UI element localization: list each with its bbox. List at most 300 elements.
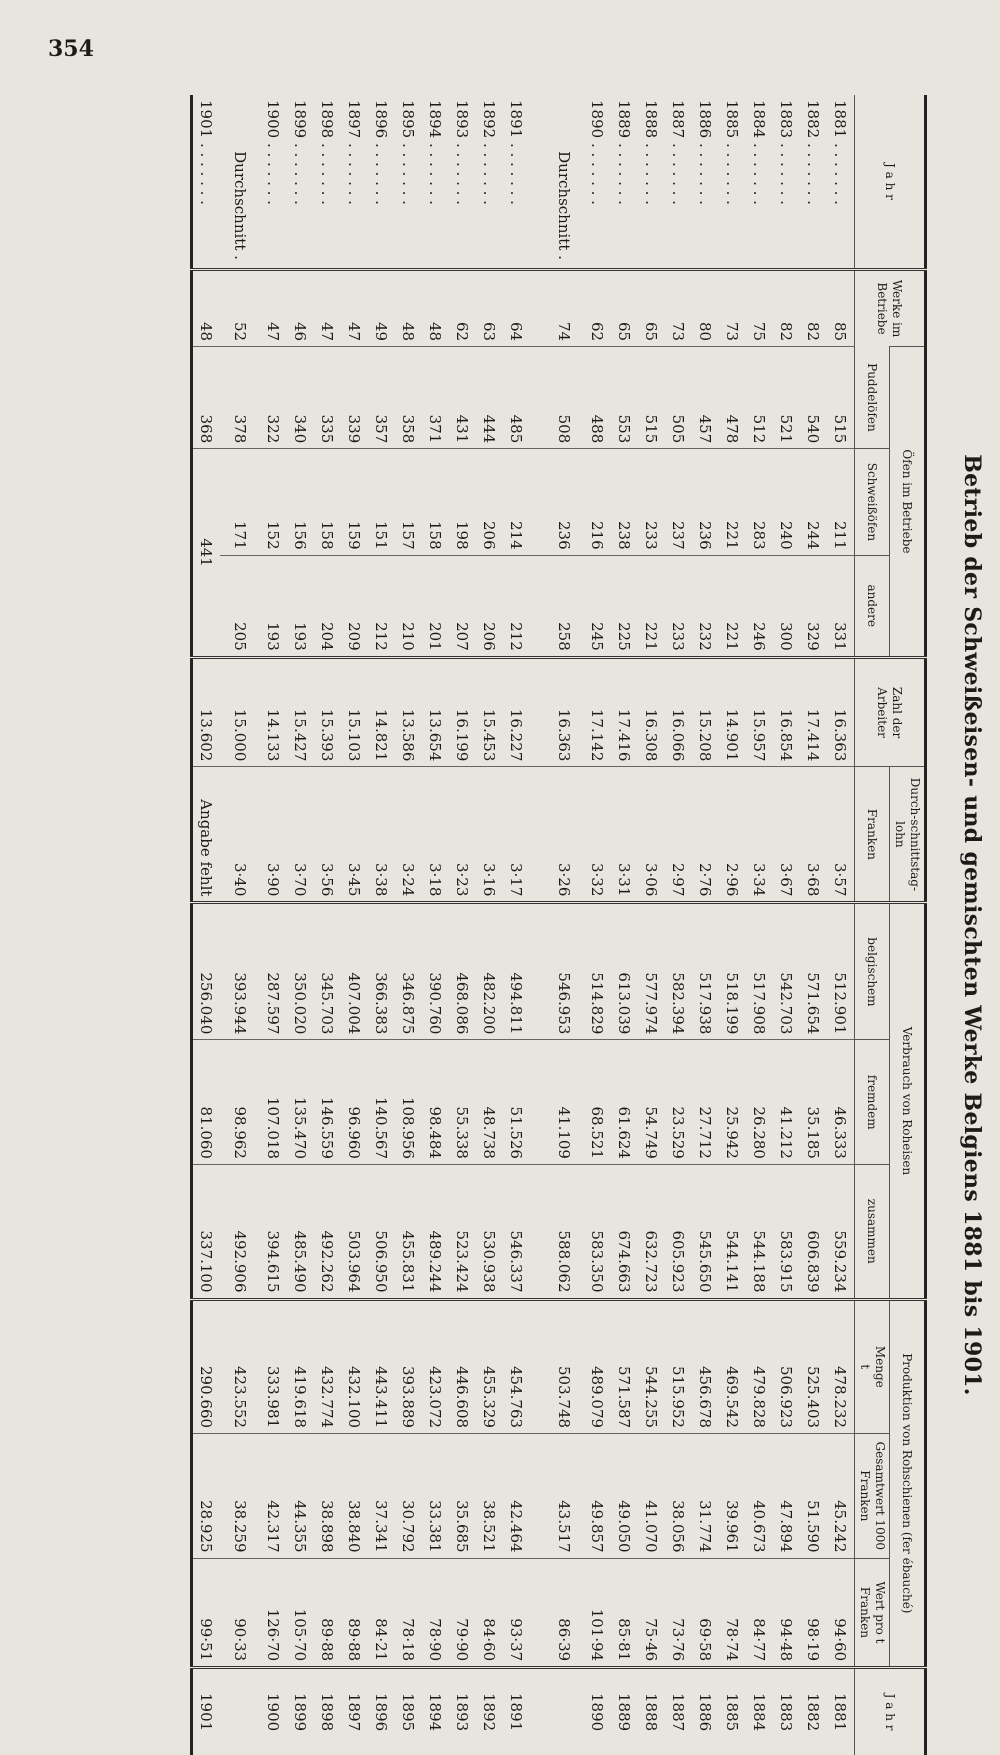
table-cell: 38.259: [220, 1434, 260, 1559]
table-cell: 515: [827, 347, 855, 449]
row-year-right: 1893: [449, 1668, 476, 1755]
table-cell: 339: [341, 347, 368, 449]
table-cell: 3·68: [800, 767, 827, 903]
table-cell: 2·96: [719, 767, 746, 903]
rotated-table-block: [85, 95, 985, 1755]
table-cell: 236: [692, 449, 719, 555]
table-cell: 26.280: [746, 1040, 773, 1165]
table-cell: 210: [395, 555, 422, 657]
table-cell: 158: [314, 449, 341, 555]
table-cell: 16.066: [665, 657, 692, 767]
table-cell: 46.333: [827, 1040, 855, 1165]
row-label: Durchschnitt .: [555, 151, 573, 260]
row-label: 1895 . . . . . . .: [399, 100, 418, 205]
table-cell: 152: [260, 449, 287, 555]
row-year-right: 1889: [611, 1668, 638, 1755]
row-year-right: 1888: [638, 1668, 665, 1755]
table-cell: 15.000: [220, 657, 260, 767]
table-cell: 35.185: [800, 1040, 827, 1165]
table-cell: 3·38: [368, 767, 395, 903]
row-year-right: 1898: [314, 1668, 341, 1755]
table-cell: 322: [260, 347, 287, 449]
row-label: Durchschnitt .: [231, 151, 249, 260]
table-cell: 432.100: [341, 1299, 368, 1434]
table-cell: 503.748: [544, 1299, 584, 1434]
table-cell: 17.416: [611, 657, 638, 767]
table-cell: 333.981: [260, 1299, 287, 1434]
table-cell: 64: [503, 269, 530, 346]
table-cell: 81.060: [192, 1040, 221, 1165]
table-cell: 546.953: [544, 903, 584, 1040]
table-cell: 514.829: [584, 903, 611, 1040]
table-cell: 98.484: [422, 1040, 449, 1165]
table-cell: 216: [584, 449, 611, 555]
table-cell: 588.062: [544, 1164, 584, 1299]
table-cell: 3·70: [287, 767, 314, 903]
table-cell: 506.923: [773, 1299, 800, 1434]
row-label: 1898 . . . . . . .: [318, 100, 337, 205]
table-row: [665, 95, 692, 1755]
table-cell: 571.587: [611, 1299, 638, 1434]
table-cell: 78·18: [395, 1558, 422, 1668]
row-label: 1883 . . . . . . .: [777, 100, 796, 205]
table-cell: 38.056: [665, 1434, 692, 1559]
table-cell: 544.188: [746, 1164, 773, 1299]
table-cell: 17.414: [800, 657, 827, 767]
row-year-right: 1882: [800, 1668, 827, 1755]
table-cell: 488: [584, 347, 611, 449]
table-cell: 62: [584, 269, 611, 346]
table-cell: 446.608: [449, 1299, 476, 1434]
row-label: 1888 . . . . . . .: [642, 100, 661, 205]
table-cell: 479.828: [746, 1299, 773, 1434]
row-year-right: [544, 1668, 584, 1755]
table-cell: 423.552: [220, 1299, 260, 1434]
table-cell: 25.942: [719, 1040, 746, 1165]
table-cell: 98.962: [220, 1040, 260, 1165]
table-cell: 583.350: [584, 1164, 611, 1299]
table-cell: 455.329: [476, 1299, 503, 1434]
table-cell: 245: [584, 555, 611, 657]
table-cell: 171: [220, 449, 260, 555]
table-body: [192, 95, 855, 1755]
table-cell: 84·21: [368, 1558, 395, 1668]
table-cell: 244: [800, 449, 827, 555]
average-row: [220, 95, 260, 1755]
table-cell: 606.839: [800, 1164, 827, 1299]
table-cell: 489.079: [584, 1299, 611, 1434]
table-cell: 246: [746, 555, 773, 657]
table-cell: 42.317: [260, 1434, 287, 1559]
header-lohn: Durch-schnittstag-lohn: [890, 767, 926, 903]
table-cell: 3·57: [827, 767, 855, 903]
table-cell: 85·81: [611, 1558, 638, 1668]
table-cell: 238: [611, 449, 638, 555]
table-cell: 94·48: [773, 1558, 800, 1668]
table-cell: 518.199: [719, 903, 746, 1040]
table-cell: 94·60: [827, 1558, 855, 1668]
table-cell: 441: [192, 449, 221, 658]
table-cell: 444: [476, 347, 503, 449]
table-row: [449, 95, 476, 1755]
table-cell: 33.381: [422, 1434, 449, 1559]
table-cell: 613.039: [611, 903, 638, 1040]
table-cell: 79·90: [449, 1558, 476, 1668]
row-year-right: 1885: [719, 1668, 746, 1755]
table-cell: 73: [719, 269, 746, 346]
table-cell: 47: [260, 269, 287, 346]
table-row: [314, 95, 341, 1755]
table-cell: 3·32: [584, 767, 611, 903]
table-cell: 521: [773, 347, 800, 449]
table-cell: 41.070: [638, 1434, 665, 1559]
table-cell: 15.427: [287, 657, 314, 767]
table-row: [800, 95, 827, 1755]
row-label: 1899 . . . . . . .: [291, 100, 310, 205]
table-cell: 61.624: [611, 1040, 638, 1165]
header-wert: Wert pro t Franken: [855, 1558, 890, 1668]
table-cell: 15.393: [314, 657, 341, 767]
header-oefen: Öfen im Betriebe: [890, 347, 926, 658]
table-cell: 13.586: [395, 657, 422, 767]
table-cell: 82: [773, 269, 800, 346]
row-label: 1892 . . . . . . .: [480, 100, 499, 205]
table-cell: 99·51: [192, 1558, 221, 1668]
table-cell: 151: [368, 449, 395, 555]
table-cell: 346.875: [395, 903, 422, 1040]
table-cell: 512.901: [827, 903, 855, 1040]
table-cell: 431: [449, 347, 476, 449]
table-cell: 73·76: [665, 1558, 692, 1668]
table-cell: 290.660: [192, 1299, 221, 1434]
table-cell: 505: [665, 347, 692, 449]
table-row: [422, 95, 449, 1755]
table-cell: 3·24: [395, 767, 422, 903]
table-row: [287, 95, 314, 1755]
table-cell: 48: [422, 269, 449, 346]
table-cell: 258: [544, 555, 584, 657]
row-year-right: 1883: [773, 1668, 800, 1755]
row-label: 1884 . . . . . . .: [750, 100, 769, 205]
table-cell: 337.100: [192, 1164, 221, 1299]
table-cell: 47.894: [773, 1434, 800, 1559]
row-year-right: [220, 1668, 260, 1755]
table-cell: 28.925: [192, 1434, 221, 1559]
row-label: 1885 . . . . . . .: [723, 100, 742, 205]
table-row: [476, 95, 503, 1755]
table-cell: 75: [746, 269, 773, 346]
table-cell: 582.394: [665, 903, 692, 1040]
table-cell: 38.840: [341, 1434, 368, 1559]
table-cell: 209: [341, 555, 368, 657]
table-cell: 38.898: [314, 1434, 341, 1559]
table-cell: 62: [449, 269, 476, 346]
table-cell: 105·70: [287, 1558, 314, 1668]
row-year-right: 1887: [665, 1668, 692, 1755]
table-cell: 3·16: [476, 767, 503, 903]
table-row: [719, 95, 746, 1755]
table-cell: 478.232: [827, 1299, 855, 1434]
table-cell: 35.685: [449, 1434, 476, 1559]
table-cell: 393.944: [220, 903, 260, 1040]
row-year-right: 1899: [287, 1668, 314, 1755]
table-cell: 48: [192, 269, 221, 346]
table-cell: 350.020: [287, 903, 314, 1040]
table-cell: 16.308: [638, 657, 665, 767]
table-cell: 84·77: [746, 1558, 773, 1668]
row-label: 1893 . . . . . . .: [453, 100, 472, 205]
table-cell: 545.650: [692, 1164, 719, 1299]
table-cell: 158: [422, 449, 449, 555]
table-cell: 45.242: [827, 1434, 855, 1559]
table-row: [692, 95, 719, 1755]
table-cell: 3·40: [220, 767, 260, 903]
table-cell: 394.615: [260, 1164, 287, 1299]
data-table: [190, 95, 927, 1755]
row-label: 1887 . . . . . . .: [669, 100, 688, 205]
table-cell: 82: [800, 269, 827, 346]
table-cell: 225: [611, 555, 638, 657]
table-cell: 51.590: [800, 1434, 827, 1559]
table-cell: 221: [719, 555, 746, 657]
table-cell: 368: [192, 347, 221, 449]
table-row: [611, 95, 638, 1755]
table-cell: 98·19: [800, 1558, 827, 1668]
table-cell: 3·31: [611, 767, 638, 903]
table-cell: 47: [314, 269, 341, 346]
header-andere: andere: [855, 555, 890, 657]
table-cell: 3·45: [341, 767, 368, 903]
table-row: [746, 95, 773, 1755]
table-cell: 206: [476, 449, 503, 555]
table-cell: 204: [314, 555, 341, 657]
table-cell: 41.109: [544, 1040, 584, 1165]
header-gesamtwert: Gesamtwert 1000 Franken: [855, 1434, 890, 1559]
table-cell: 39.961: [719, 1434, 746, 1559]
table-cell: 68.521: [584, 1040, 611, 1165]
table-cell: 515: [638, 347, 665, 449]
table-cell: 38.521: [476, 1434, 503, 1559]
table-cell: 240: [773, 449, 800, 555]
table-cell: 233: [665, 555, 692, 657]
table-cell: 30.792: [395, 1434, 422, 1559]
table-cell: 75·46: [638, 1558, 665, 1668]
table-cell: 3·23: [449, 767, 476, 903]
table-cell: 211: [827, 449, 855, 555]
row-year-right: 1892: [476, 1668, 503, 1755]
table-cell: 146.559: [314, 1040, 341, 1165]
table-cell: 89·88: [341, 1558, 368, 1668]
row-label: 1900 . . . . . . .: [264, 100, 283, 205]
table-cell: 559.234: [827, 1164, 855, 1299]
table-cell: 329: [800, 555, 827, 657]
table-cell: 15.957: [746, 657, 773, 767]
header-schweiss: Schweißöfen: [855, 449, 890, 555]
row-year-right: 1884: [746, 1668, 773, 1755]
table-cell: 78·74: [719, 1558, 746, 1668]
table-cell: 300: [773, 555, 800, 657]
table-cell: 525.403: [800, 1299, 827, 1434]
table-cell: 69·58: [692, 1558, 719, 1668]
table-cell: 494.811: [503, 903, 530, 1040]
row-year-right: 1896: [368, 1668, 395, 1755]
table-cell: 47: [341, 269, 368, 346]
row-label: 1896 . . . . . . .: [372, 100, 391, 205]
table-cell: 523.424: [449, 1164, 476, 1299]
table-cell: 469.542: [719, 1299, 746, 1434]
table-cell: 3·56: [314, 767, 341, 903]
row-year-right: 1881: [827, 1668, 855, 1755]
table-cell: 90·33: [220, 1558, 260, 1668]
table-cell: 2·76: [692, 767, 719, 903]
row-label: 1901 . . . . . . .: [197, 100, 216, 205]
header-puddel: Puddelöfen: [855, 347, 890, 449]
row-year-right: 1894: [422, 1668, 449, 1755]
table-cell: 443.411: [368, 1299, 395, 1434]
table-cell: 65: [638, 269, 665, 346]
table-cell: 49: [368, 269, 395, 346]
table-cell: 27.712: [692, 1040, 719, 1165]
row-label: 1894 . . . . . . .: [426, 100, 445, 205]
table-cell: 15.103: [341, 657, 368, 767]
table-cell: 40.673: [746, 1434, 773, 1559]
table-cell: 546.337: [503, 1164, 530, 1299]
table-cell: 287.597: [260, 903, 287, 1040]
table-cell: 49.050: [611, 1434, 638, 1559]
table-cell: 135.470: [287, 1040, 314, 1165]
table-cell: 432.774: [314, 1299, 341, 1434]
table-cell: 214: [503, 449, 530, 555]
table-cell: 198: [449, 449, 476, 555]
table-cell: 232: [692, 555, 719, 657]
table-cell: 366.383: [368, 903, 395, 1040]
row-year-right: 1890: [584, 1668, 611, 1755]
header-arbeiter: Zahl der Arbeiter: [855, 657, 926, 767]
table-cell: 3·06: [638, 767, 665, 903]
table-cell: 478: [719, 347, 746, 449]
table-cell: 44.355: [287, 1434, 314, 1559]
table-cell: 96.960: [341, 1040, 368, 1165]
table-cell: 16.363: [544, 657, 584, 767]
table-cell: Angabe fehlt: [192, 767, 221, 903]
table-cell: 512: [746, 347, 773, 449]
table-cell: 80: [692, 269, 719, 346]
table-cell: 482.200: [476, 903, 503, 1040]
table-cell: 89·88: [314, 1558, 341, 1668]
table-cell: 49.857: [584, 1434, 611, 1559]
table-cell: 508: [544, 347, 584, 449]
table-cell: 63: [476, 269, 503, 346]
table-cell: 485: [503, 347, 530, 449]
row-label: 1882 . . . . . . .: [804, 100, 823, 205]
row-year-right: 1891: [503, 1668, 530, 1755]
header-zusammen: zusammen: [855, 1164, 890, 1299]
row-label: 1891 . . . . . . .: [507, 100, 526, 205]
header-werke: Werke im Betriebe: [855, 269, 926, 346]
table-cell: 193: [260, 555, 287, 657]
table-cell: 16.227: [503, 657, 530, 767]
table-cell: 553: [611, 347, 638, 449]
table-cell: 393.889: [395, 1299, 422, 1434]
row-label: 1881 . . . . . . .: [831, 100, 850, 205]
table-cell: 506.950: [368, 1164, 395, 1299]
table-cell: 52: [220, 269, 260, 346]
row-label: 1886 . . . . . . .: [696, 100, 715, 205]
table-cell: 468.086: [449, 903, 476, 1040]
table-cell: 101·94: [584, 1558, 611, 1668]
table-cell: 86·39: [544, 1558, 584, 1668]
table-cell: 85: [827, 269, 855, 346]
table-cell: 140.567: [368, 1040, 395, 1165]
table-cell: 345.703: [314, 903, 341, 1040]
table-cell: 221: [719, 449, 746, 555]
table-cell: 221: [638, 555, 665, 657]
table-cell: 205: [220, 555, 260, 657]
table-cell: 674.663: [611, 1164, 638, 1299]
table-cell: 73: [665, 269, 692, 346]
table-cell: 371: [422, 347, 449, 449]
table-cell: 107.018: [260, 1040, 287, 1165]
table-cell: 419.618: [287, 1299, 314, 1434]
table-row: [368, 95, 395, 1755]
table-cell: 14.901: [719, 657, 746, 767]
average-row: [544, 95, 584, 1755]
table-cell: 84·60: [476, 1558, 503, 1668]
table-cell: 517.938: [692, 903, 719, 1040]
table-row: [584, 95, 611, 1755]
row-year-right: 1901: [192, 1668, 221, 1755]
table-cell: 3·67: [773, 767, 800, 903]
table-cell: 605.923: [665, 1164, 692, 1299]
table-cell: 46: [287, 269, 314, 346]
table-cell: 48: [395, 269, 422, 346]
header-fremd: fremdem: [855, 1040, 890, 1165]
header-produktion: Produktion von Rohschienen (fer ébauché): [890, 1299, 926, 1668]
header-menge: Menge t: [855, 1299, 890, 1434]
table-cell: 193: [287, 555, 314, 657]
table-cell: 16.363: [827, 657, 855, 767]
table-cell: 51.526: [503, 1040, 530, 1165]
table-cell: 492.262: [314, 1164, 341, 1299]
table-row: [395, 95, 422, 1755]
table-cell: 583.915: [773, 1164, 800, 1299]
table-cell: 571.654: [800, 903, 827, 1040]
table-cell: 41.212: [773, 1040, 800, 1165]
table-row: [638, 95, 665, 1755]
table-row: [341, 95, 368, 1755]
table-cell: 283: [746, 449, 773, 555]
table-cell: 407.004: [341, 903, 368, 1040]
header-jahr-right: J a h r: [855, 1668, 926, 1755]
table-cell: 15.208: [692, 657, 719, 767]
row-label: 1889 . . . . . . .: [615, 100, 634, 205]
table-cell: 159: [341, 449, 368, 555]
table-cell: 206: [476, 555, 503, 657]
table-cell: 503.964: [341, 1164, 368, 1299]
table-cell: 156: [287, 449, 314, 555]
table-cell: 456.678: [692, 1299, 719, 1434]
table-cell: 237: [665, 449, 692, 555]
table-cell: 331: [827, 555, 855, 657]
header-franken: Franken: [855, 767, 890, 903]
table-cell: 16.854: [773, 657, 800, 767]
table-cell: 157: [395, 449, 422, 555]
table-cell: 378: [220, 347, 260, 449]
table-cell: 489.244: [422, 1164, 449, 1299]
table-cell: 207: [449, 555, 476, 657]
table-cell: 455.831: [395, 1164, 422, 1299]
table-cell: 544.255: [638, 1299, 665, 1434]
